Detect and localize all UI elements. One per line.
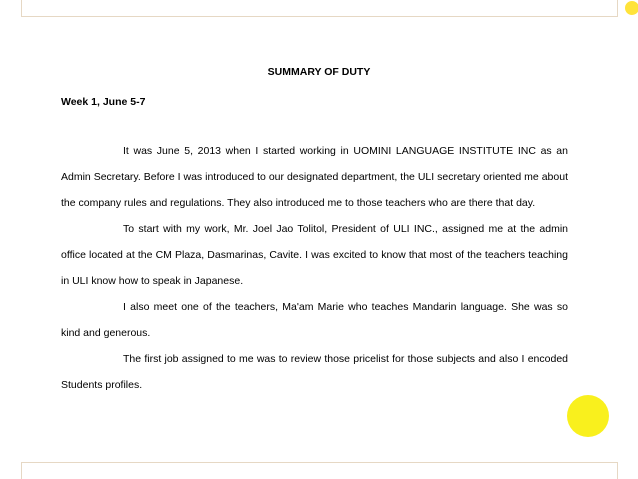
decorative-circle-top <box>625 1 638 15</box>
page-title: SUMMARY OF DUTY <box>267 66 371 78</box>
week-heading: Week 1, June 5-7 <box>61 96 146 108</box>
page-frame-top <box>21 0 618 17</box>
paragraph: The first job assigned to me was to review those pricelist for those subjects and also I encoded Students profiles. <box>61 353 568 391</box>
paragraph: To start with my work, Mr. Joel Jao Tolitol, President of ULI INC., assigned me at the admin office located at the CM Plaza, Dasmarinas, Cavite. I was excited to know that most of the teachers teaching in ULI know how to speak in Japanese. <box>61 223 568 287</box>
page-frame-bottom <box>21 462 618 479</box>
paragraph: It was June 5, 2013 when I started working in UOMINI LANGUAGE INSTITUTE INC as an Admin Secretary. Before I was introduced to our designated department, the ULI secretary oriented me about the company rules and regulations. They also introduced me to those teachers who are there that day. <box>61 145 568 209</box>
decorative-circle-yellow <box>567 395 609 437</box>
paragraph: I also meet one of the teachers, Ma'am Marie who teaches Mandarin language. She was so kind and generous. <box>61 301 568 339</box>
document-body <box>61 138 568 398</box>
